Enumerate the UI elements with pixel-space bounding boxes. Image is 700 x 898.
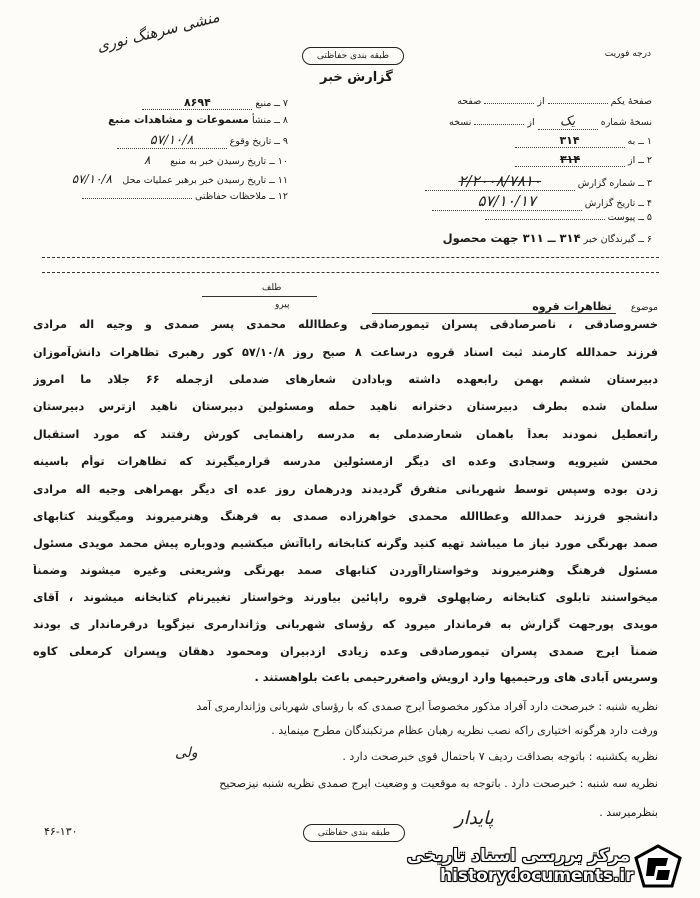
field-report-number: ۳ ــ شماره گزارش ۲/۲۰۰۸/۷۸۱۰ [425, 172, 652, 191]
stamp-label-left: پیرو [275, 300, 290, 310]
body-line: وسریس آبادی های ورحیمیها وارد ارویش واصغررحیمی باعث بلواهستند . [254, 671, 658, 684]
body-line: محسن شیرویه وسجادی وعده ای دیگر ازمسئولین مدرسه قرارمیگیرند که تظاهرات توأم باسینه [33, 455, 658, 468]
subject-row [372, 295, 658, 314]
urgency-label: درجه فوریت [604, 49, 651, 59]
field-to: ۱ ــ به ۳۱۴ [515, 134, 652, 148]
body-line: صمد بهرنگی مورد نیاز ما میباشد تهیه کنید وگرنه کتابخانه راباآتش میکشیم ودوباره پیش محمد مویدی مسئول [33, 537, 658, 550]
separator-1 [42, 257, 659, 258]
classification-top: طبقه بندی حفاظتی [302, 47, 404, 65]
field-page: صفحهٔ یکم از صفحه [457, 96, 652, 107]
stamp-divider [202, 296, 317, 297]
comment-line: نظریه یکشنبه : باتوجه بصداقت ردیف ۷ باحتمال قوی خبرصحت دارد . [342, 750, 658, 763]
handwritten-signature: پایدار [455, 808, 494, 829]
comment-signature: ولی [175, 745, 198, 761]
separator-2 [42, 272, 659, 273]
body-line: مویدی پورجهت گزارش به فرماندار میرود که رؤسای شهربانی وژاندارمری نیزگویا درفرماندار ی بودند [33, 618, 658, 631]
field-source: ۷ ــ منبع ۸۶۹۴ [142, 96, 288, 110]
comment-line: نظریه شنبه : خبرصحت دارد آفراد مذکور مخصوصاً ایرج صمدی که با رؤسای شهربانی وژاندارمری آمد [196, 700, 658, 713]
subject-value: تظاهرات قروه [372, 300, 615, 314]
body-line: دبیرستان ششم بهمن رابعهده داشته وبادادن شعارهای ضدملی ازجمله ۶۶ جلاد ما امروز [33, 373, 658, 386]
field-received-date: ۱۰ ــ تاریخ رسیدن خبر به منبع ۸ [143, 153, 288, 167]
body-line: راتعطیل نمودند بعداً باهمان شعارضدملی به مدرسه راهنمایی کورش رفتند که مورد استقبال [33, 428, 658, 441]
field-origin: ۸ ــ منشأ مسموعات و مشاهدات منبع [108, 114, 288, 126]
field-event-date: ۹ ــ تاریخ وقوع ۵۷/۱۰/۸ [117, 133, 288, 149]
field-copy: نسخهٔ شماره یک از نسخه [449, 114, 652, 129]
field-attachment: ۵ ــ پیوست [485, 212, 652, 223]
form-title: گزارش خبر [320, 70, 393, 85]
comment-line: ورفت دارد هرگونه اختیاری راکه نصب نظریه رهبان عظام مرتکبندگان مطرح مینماید . [271, 724, 658, 737]
body-line: سلمان شده بطرف دبیرستان دخترانه ناهید حمله ومسئولین دبیرستان ناهید ازترس دبیرستان [33, 400, 658, 413]
body-line: زدن بوده وسپس توسط شهربانی متفرق گردیدند ودرهمان روز عده ای دیگر بهمراهی وجیه اله مرادی [33, 483, 658, 496]
body-line: فرزند حمدالله کارمند ثبت اسناد قروه درساعت ۸ صبح روز ۵۷/۱۰/۸ کور رهبری تظاهرات دانش‌آموزان [33, 346, 658, 359]
classification-bottom: طبقه بندی حفاظتی [303, 824, 405, 842]
watermark-title: مرکز بررسی اسناد تاریخی [407, 846, 630, 866]
field-ops-date: ۱۱ ــ تاریخ رسیدن خبر برهبر عملیات محل ۵۷/۱۰/۸ [71, 172, 288, 186]
stamp-label-right: طلف [262, 283, 282, 293]
page-number: ۴۶-۱۳۰ [44, 825, 78, 838]
body-line: دانشجو فرزند حمدالله وعطاالله محمدی خواهرزاده صمدی به فرهنگ وهنرمیروند ومیگویند کتابهای [33, 510, 658, 523]
comment-line: بنظرمیرسد . [599, 806, 658, 819]
body-line: خسروصادقی ، ناصرصادقی پسران تیمورصادقی وعطاالله محمدی پسر صمدی و وجیه اله مرادی [33, 318, 658, 331]
body-line: ضمناً ایرج صمدی پسران تیمورصادقی وعده زیادی ازدبیران ومحمود دهقان وپسران کرمعلی کاوه [33, 645, 658, 658]
handwritten-corner-note: منشی سرهنگ‌ نوری [95, 7, 222, 56]
archive-logo-icon [632, 842, 684, 890]
body-line: مسئول فرهنگ وهنرمیروند وخواستاراآوردن کتابهای صمد بهرنگی وشریعتی وغیره میشوند وضمناً [33, 564, 658, 577]
field-security-notes: ۱۲ ــ ملاحظات حفاظتی [82, 191, 288, 202]
watermark-url: historydocuments.ir [440, 866, 634, 886]
field-recipients: ۶ ــ گیرندگان خبر ۳۱۴ ــ ۳۱۱ جهت محصول [442, 231, 652, 245]
body-line: میخواستند تابلوی کتابخانه رضاپهلوی قروه راپائین بیاورند وخواستار تغییرنام کتابخانه میشوند ، آقای [33, 591, 658, 604]
comment-line: نظریه سه شنبه : خبرصحت دارد . باتوجه به موقعیت و وضعیت ایرج صمدی نظریه شنبه نیزصحیح [219, 777, 658, 790]
subject-label: موضوع [630, 303, 658, 313]
field-from: ۲ ــ از ۳۱۴ [515, 153, 652, 167]
field-report-date: ۴ ــ تاریخ گزارش ۵۷/۱۰/۱۷ [432, 192, 652, 211]
